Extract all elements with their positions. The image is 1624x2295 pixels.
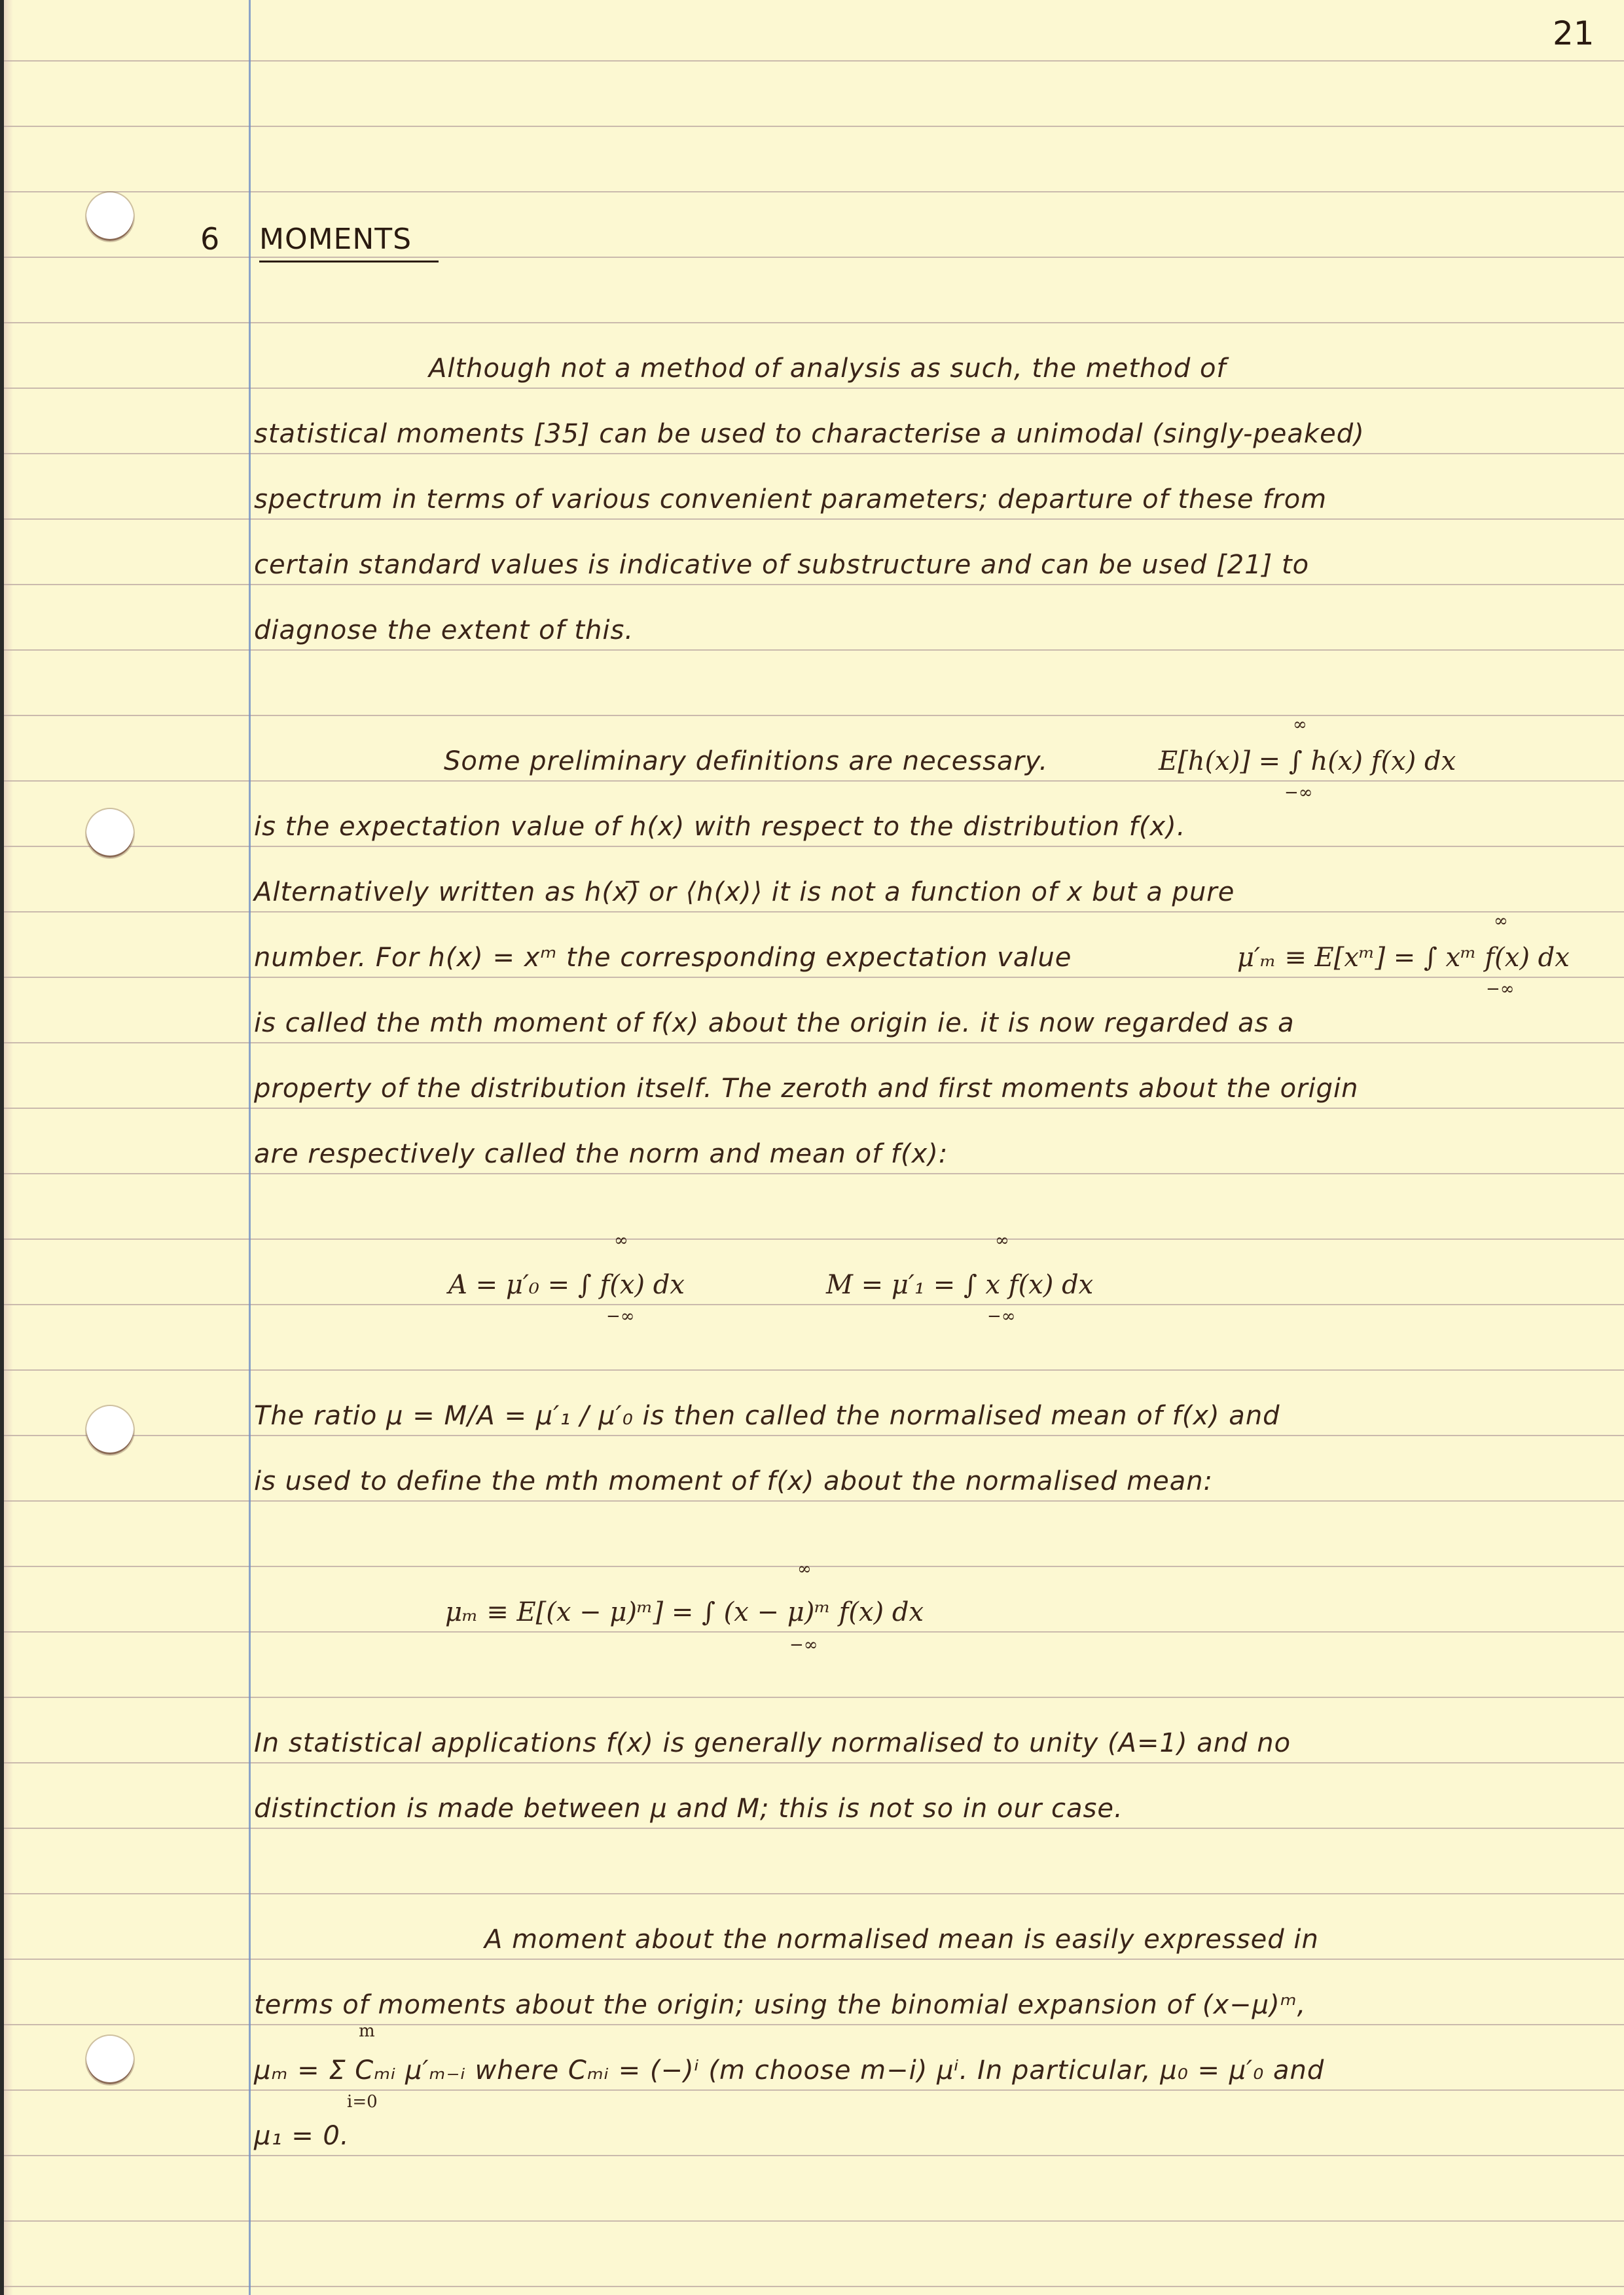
text-line: Alternatively written as h(x)̅ or ⟨h(x)⟩ it is not a function of x but a pure	[254, 877, 1235, 907]
ruled-line	[4, 518, 1624, 520]
ruled-line	[4, 1828, 1624, 1829]
ruled-line	[4, 2155, 1624, 2156]
ruled-line	[4, 911, 1624, 913]
text-line: statistical moments [35] can be used to characterise a unimodal (singly-peaked)	[254, 419, 1365, 449]
ruled-line	[4, 1173, 1624, 1174]
norm-equation: A = μ′₀ = ∫ f(x) dx	[448, 1270, 685, 1300]
integral-upper-limit: ∞	[1494, 911, 1508, 931]
ruled-line	[4, 257, 1624, 258]
ruled-line	[4, 2220, 1624, 2222]
ruled-line	[4, 846, 1624, 847]
expectation-equation: E[h(x)] = ∫ h(x) f(x) dx	[1159, 746, 1456, 776]
integral-upper-limit: ∞	[1293, 715, 1307, 734]
ruled-line	[4, 1762, 1624, 1763]
ruled-line	[4, 780, 1624, 782]
text-line: A moment about the normalised mean is easily expressed in	[484, 1925, 1319, 1955]
ruled-line	[4, 977, 1624, 978]
integral-upper-limit: ∞	[797, 1559, 812, 1579]
moment-about-origin-equation: μ′ₘ ≡ E[xᵐ] = ∫ xᵐ f(x) dx	[1237, 943, 1570, 973]
ruled-line	[4, 322, 1624, 323]
ruled-line	[4, 715, 1624, 716]
ruled-line	[4, 126, 1624, 127]
section-number: 6	[200, 221, 220, 257]
ruled-line	[4, 1042, 1624, 1043]
ruled-line	[4, 1108, 1624, 1109]
text-line: μ₁ = 0.	[254, 2121, 350, 2151]
integral-upper-limit: ∞	[995, 1231, 1009, 1250]
ruled-line	[4, 1435, 1624, 1436]
integral-lower-limit: −∞	[987, 1307, 1016, 1326]
text-line: certain standard values is indicative of substructure and can be used [21] to	[254, 550, 1310, 580]
text-line: Although not a method of analysis as such, the method of	[429, 353, 1227, 384]
ruled-line	[4, 649, 1624, 651]
ruled-line	[4, 1566, 1624, 1567]
punch-hole	[86, 1406, 134, 1455]
ruled-line	[4, 1500, 1624, 1502]
ruled-line	[4, 388, 1624, 389]
ruled-line	[4, 1304, 1624, 1305]
sum-lower-limit: i=0	[347, 2092, 378, 2112]
mean-equation: M = μ′₁ = ∫ x f(x) dx	[826, 1270, 1094, 1300]
punch-hole	[86, 809, 134, 858]
text-line: are respectively called the norm and mean of f(x):	[254, 1139, 948, 1169]
text-line: terms of moments about the origin; using the binomial expansion of (x−μ)ᵐ,	[254, 1990, 1307, 2020]
ruled-line	[4, 1238, 1624, 1240]
ruled-line	[4, 1697, 1624, 1698]
integral-upper-limit: ∞	[614, 1231, 628, 1250]
margin-line	[249, 0, 251, 2295]
ruled-line	[4, 60, 1624, 62]
ruled-line	[4, 1959, 1624, 1960]
title-underline	[259, 261, 439, 262]
ruled-line	[4, 1893, 1624, 1894]
text-line: is called the mth moment of f(x) about the origin ie. it is now regarded as a	[254, 1008, 1295, 1038]
text-line: The ratio μ = M/A = μ′₁ / μ′₀ is then called the normalised mean of f(x) and	[254, 1401, 1280, 1431]
binomial-expansion-line: μₘ = Σ Cₘᵢ μ′ₘ₋ᵢ where Cₘᵢ = (−)ⁱ (m choose m−i) μⁱ. In particular, μ₀ = μ′₀ and	[254, 2055, 1325, 2086]
page-number: 21	[1553, 14, 1595, 52]
text-line: Some preliminary definitions are necessary.	[444, 746, 1049, 776]
page-edge-tint	[4, 0, 13, 2295]
ruled-line	[4, 584, 1624, 585]
section-title: MOMENTS	[259, 223, 412, 256]
ruled-line	[4, 1631, 1624, 1633]
text-line: number. For h(x) = xᵐ the corresponding expectation value	[254, 943, 1072, 973]
text-line: diagnose the extent of this.	[254, 615, 634, 645]
integral-lower-limit: −∞	[1486, 979, 1515, 999]
text-line: distinction is made between μ and M; this is not so in our case.	[254, 1794, 1123, 1824]
integral-lower-limit: −∞	[1284, 783, 1313, 803]
ruled-line	[4, 191, 1624, 192]
ruled-line	[4, 453, 1624, 454]
punch-hole	[86, 192, 134, 241]
integral-lower-limit: −∞	[606, 1307, 635, 1326]
integral-lower-limit: −∞	[789, 1635, 818, 1655]
sum-upper-limit: m	[359, 2021, 375, 2041]
ruled-line	[4, 1369, 1624, 1371]
ruled-line	[4, 2089, 1624, 2091]
punch-hole	[86, 2036, 134, 2084]
text-line: spectrum in terms of various convenient parameters; departure of these from	[254, 484, 1327, 515]
central-moment-equation: μₘ ≡ E[(x − μ)ᵐ] = ∫ (x − μ)ᵐ f(x) dx	[445, 1597, 924, 1627]
text-line: is the expectation value of h(x) with respect to the distribution f(x).	[254, 812, 1186, 842]
ruled-line	[4, 2286, 1624, 2287]
text-line: property of the distribution itself. The zeroth and first moments about the origin	[254, 1074, 1359, 1104]
text-line: In statistical applications f(x) is generally normalised to unity (A=1) and no	[254, 1728, 1291, 1758]
ruled-line	[4, 2024, 1624, 2025]
text-line: is used to define the mth moment of f(x) about the normalised mean:	[254, 1466, 1214, 1496]
